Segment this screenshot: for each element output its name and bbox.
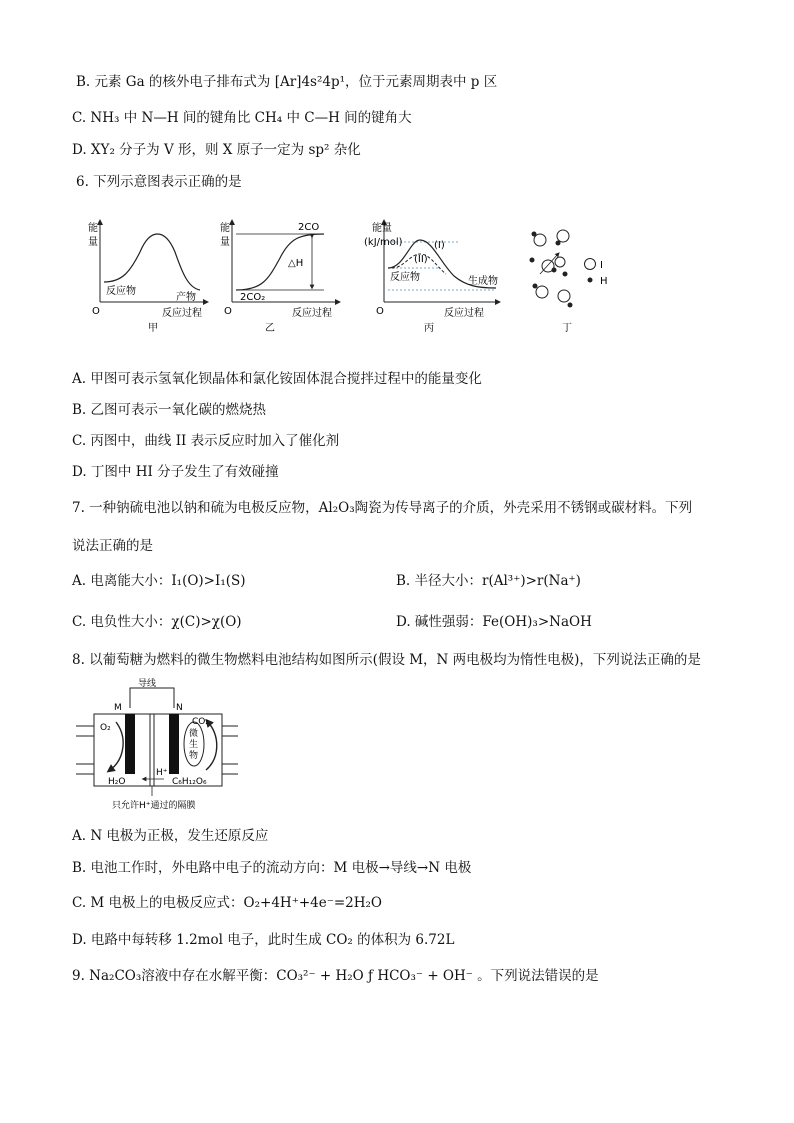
jia-caption: 甲 <box>148 323 158 334</box>
q6-option-a: A. 甲图可表示氢氧化钡晶体和氯化铵固体混合搅拌过程中的能量变化 <box>72 371 482 387</box>
q6-figures <box>0 214 794 339</box>
glucose-label: C₆H₁₂O₆ <box>172 777 207 787</box>
jia-origin: O <box>92 306 100 317</box>
o2-label: O₂ <box>100 723 111 733</box>
q8-option-a: A. N 电极为正极，发生还原反应 <box>72 828 269 844</box>
q6-option-b: B. 乙图可表示一氧化碳的燃烧热 <box>72 402 267 418</box>
co2-label: CO₂ <box>192 717 209 727</box>
q5-option-b: B. 元素 Ga 的核外电子排布式为 [Ar]4s²4p¹，位于元素周期表中 p 区 <box>76 74 498 90</box>
membrane-label: 只允许H⁺通过的隔膜 <box>112 801 196 811</box>
yi-2co2: 2CO₂ <box>240 292 266 303</box>
bing-curve-1: (I) <box>434 240 445 251</box>
q6-stem: 6. 下列示意图表示正确的是 <box>76 174 242 190</box>
microbe-label-2: 生 <box>189 740 199 750</box>
ding-caption: 丁 <box>562 323 572 334</box>
yi-origin: O <box>224 306 232 317</box>
q7-option-c: C. 电负性大小：χ(C)>χ(O) <box>72 614 242 630</box>
figure-yi <box>220 221 338 334</box>
jia-ylabel-1: 能 <box>88 223 98 234</box>
q8-stem: 8. 以葡萄糖为燃料的微生物燃料电池结构如图所示(假设 M，N 两电极均为惰性电极)，下列说法正确的是 <box>72 652 701 668</box>
q5-option-c: C. NH₃ 中 N—H 间的键角比 CH₄ 中 C—H 间的键角大 <box>72 110 412 126</box>
jia-ylabel-2: 量 <box>88 237 98 248</box>
microbe-label-3: 物 <box>189 751 199 761</box>
jia-xlabel: 反应过程 <box>162 308 202 319</box>
h2o-label: H₂O <box>108 777 126 787</box>
q7-option-b: B. 半径大小：r(Al³⁺)>r(Na⁺) <box>396 573 581 589</box>
q6-option-d: D. 丁图中 HI 分子发生了有效碰撞 <box>72 464 279 480</box>
figure-bing <box>364 221 498 334</box>
bing-xlabel: 反应过程 <box>444 308 484 319</box>
ding-legend-h: H <box>600 276 608 287</box>
q8-option-b: B. 电池工作时，外电路中电子的流动方向：M 电极→导线→N 电极 <box>72 860 472 876</box>
yi-caption: 乙 <box>265 323 275 334</box>
microbe-label-1: 微 <box>189 729 199 739</box>
q8-cell-figure <box>72 678 252 813</box>
electrode-n-label: N <box>176 703 183 713</box>
q6-option-c: C. 丙图中，曲线 II 表示反应时加入了催化剂 <box>72 433 340 449</box>
jia-reactant: 反应物 <box>106 286 136 297</box>
ding-legend-i: I <box>600 260 603 271</box>
yi-2co: 2CO <box>298 222 320 233</box>
yi-ylabel-1: 能 <box>220 223 230 234</box>
yi-delta-h: △H <box>288 258 304 269</box>
q7-option-d: D. 碱性强弱：Fe(OH)₃>NaOH <box>396 614 592 630</box>
jia-product: 产物 <box>176 292 196 303</box>
bing-caption: 丙 <box>424 323 434 334</box>
q7-stem-line1: 7. 一种钠硫电池以钠和硫为电极反应物，Al₂O₃陶瓷为传导离子的介质，外壳采用不锈钢或碳材料。下列 <box>72 500 693 516</box>
q5-option-d: D. XY₂ 分子为 V 形，则 X 原子一定为 sp² 杂化 <box>72 142 361 158</box>
q9-stem: 9. Na₂CO₃溶液中存在水解平衡：CO₃²⁻ + H₂O ƒ HCO₃⁻ + OH⁻ 。下列说法错误的是 <box>72 968 599 984</box>
bing-reactant: 反应物 <box>390 272 420 283</box>
yi-ylabel-2: 量 <box>220 237 230 248</box>
q8-option-c: C. M 电极上的电极反应式：O₂+4H⁺+4e⁻=2H₂O <box>72 895 382 911</box>
yi-xlabel: 反应过程 <box>292 308 332 319</box>
wire-label: 导线 <box>138 679 157 689</box>
q7-option-a: A. 电离能大小：I₁(O)>I₁(S) <box>72 573 246 589</box>
bing-curve-2: (II) <box>414 254 428 265</box>
bing-origin: O <box>376 306 384 317</box>
hplus-label: H⁺ <box>156 768 168 778</box>
bing-ylabel-2: (kJ/mol) <box>364 237 403 248</box>
bing-ylabel-1: 能量 <box>372 223 392 234</box>
q8-option-d: D. 电路中每转移 1.2mol 电子，此时生成 CO₂ 的体积为 6.72L <box>72 932 455 948</box>
electrode-m-label: M <box>114 703 122 713</box>
figure-ding <box>530 230 608 334</box>
q7-stem-line2: 说法正确的是 <box>72 538 153 554</box>
figure-jia <box>88 221 206 334</box>
bing-product: 生成物 <box>468 276 498 287</box>
